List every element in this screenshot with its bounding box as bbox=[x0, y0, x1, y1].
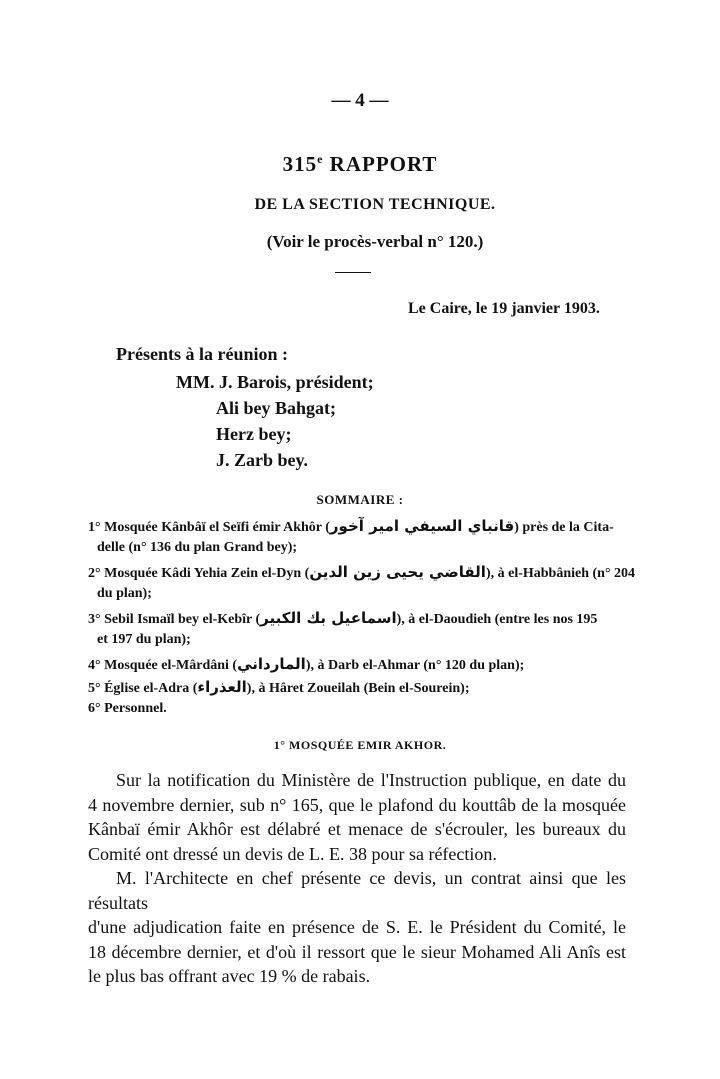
body-line: 18 décembre dernier, et d'où il ressort que le sieur Mohamed Ali Anîs est bbox=[88, 941, 626, 962]
body-line: Sur la notification du Ministère de l'Instruction publique, en date du bbox=[116, 770, 626, 790]
report-word: RAPPORT bbox=[329, 152, 438, 176]
arabic-name: القاضي يحيى زين الدين bbox=[309, 563, 486, 581]
body-line: 4 novembre dernier, sub n° 165, que le plafond du kouttâb de la mosquée bbox=[88, 794, 626, 815]
attendance-member: MM. J. Barois, président; bbox=[176, 372, 374, 392]
arabic-name: اسماعيل بك الكبير bbox=[260, 609, 397, 627]
summary-line: 1° Mosquée Kânbâï el Seïfi émir Akhôr (قانباي السيفي امير آخور) près de la Cita- bbox=[88, 517, 614, 535]
body-line: Kânbaï émir Akhôr est délabré et menace de s'écrouler, les bureaux du bbox=[88, 819, 626, 839]
summary-line: 5° Église el-Adra (العذراء), à Hâret Zoueilah (Bein el-Sourein); bbox=[88, 678, 470, 696]
section-title: DE LA SECTION TECHNIQUE. bbox=[254, 196, 496, 213]
body-paragraphs bbox=[88, 768, 626, 989]
report-number: 315 bbox=[282, 152, 318, 176]
summary-line: 6° Personnel. bbox=[88, 701, 167, 716]
summary-line: 4° Mosquée el-Mârdâni (المارداني), à Darb el-Ahmar (n° 120 du plan); bbox=[88, 655, 525, 673]
summary-line: delle (n° 136 du plan Grand bey); bbox=[97, 540, 298, 555]
summary-line: du plan); bbox=[97, 586, 152, 601]
divider-rule bbox=[335, 272, 371, 273]
page-number: — 4 — bbox=[331, 90, 389, 111]
report-superscript: e bbox=[317, 152, 324, 166]
body-line: d'une adjudication faite en présence de S. E. le Président du Comité, le bbox=[88, 917, 626, 937]
body-line: M. l'Architecte en chef présente ce devis, un contrat ainsi que les résultats bbox=[88, 868, 626, 913]
attendance-member: Ali bey Bahgat; bbox=[216, 398, 337, 418]
report-title bbox=[0, 152, 720, 177]
summary-line: 2° Mosquée Kâdi Yehia Zein el-Dyn (القاضي يحيى زين الدين), à el-Habbânieh (n° 204 bbox=[88, 563, 636, 581]
arabic-name: العذراء bbox=[197, 678, 247, 696]
proces-verbal-reference: (Voir le procès-verbal n° 120.) bbox=[266, 232, 484, 251]
body-line: Comité ont dressé un devis de L. E. 38 pour sa réfection. bbox=[88, 843, 497, 864]
section-heading: 1° MOSQUÉE EMIR AKHOR. bbox=[273, 738, 447, 752]
attendance-member: J. Zarb bey. bbox=[216, 450, 309, 470]
body-line: le plus bas offrant avec 19 % de rabais. bbox=[88, 966, 371, 986]
summary-line: et 197 du plan); bbox=[97, 632, 191, 647]
attendance-heading: Présents à la réunion : bbox=[116, 344, 288, 364]
arabic-name: قانباي السيفي امير آخور bbox=[329, 517, 515, 535]
sommaire-heading: SOMMAIRE : bbox=[316, 492, 404, 507]
place-date: Le Caire, le 19 janvier 1903. bbox=[408, 300, 600, 317]
attendance-member: Herz bey; bbox=[216, 424, 292, 444]
summary-line: 3° Sebil Ismaïl bey el-Kebîr (اسماعيل بك الكبير), à el-Daoudieh (entre les nos 195 bbox=[88, 609, 598, 627]
arabic-name: المارداني bbox=[237, 655, 306, 673]
